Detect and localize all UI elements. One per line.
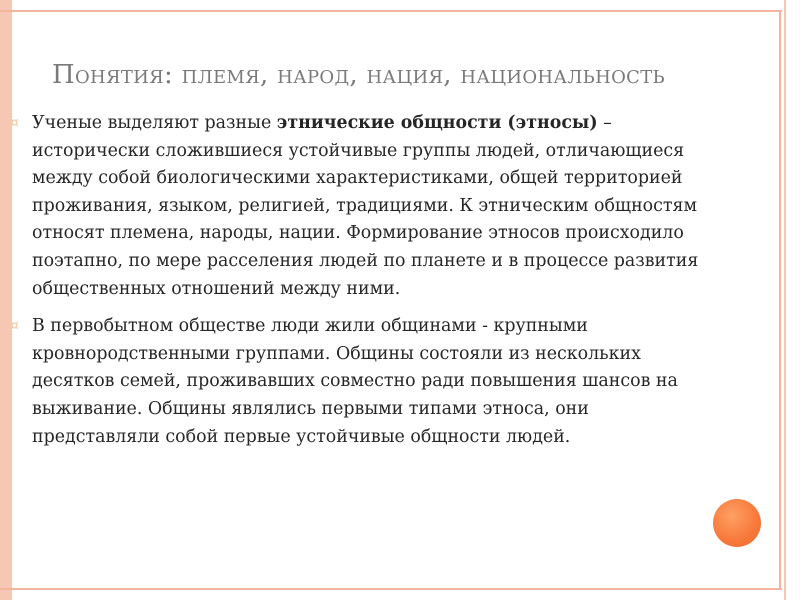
decorative-circle-icon [713,499,761,547]
bullet-icon: ¤ [10,318,19,335]
frame-top-line [0,10,782,12]
bullet-item [10,110,720,303]
bullet-item [10,313,720,451]
frame-right-line-inner [779,10,781,590]
bullet-text: В первобытном обществе люди жили общинами - крупными кровнородственными группами. Общины состояли из нескольких десятков семей, проживавших совместно ради повышения шансов на выживание. Общины являлись первыми типами этноса, они представляли собой первые устойчивые общности людей. [32,316,678,447]
frame-right-line-outer [784,0,786,600]
bullet-bold-term: этнические общности (этносы) [276,113,598,133]
slide-title: Понятия: племя, народ, нация, национальность [52,60,665,90]
bullet-text-part: Ученые выделяют разные [32,113,277,133]
bullet-icon: ¤ [10,115,19,131]
bullet-text-part: – исторически сложившиеся устойчивые группы людей, отличающиеся между собой биологическими характеристиками, общей территорией проживания, языком, религией, традициями. К этническим общностям относят племена, народы, нации. Формирование этносов происходило поэтапно, по мере расселения людей по планете и в процессе развития общественных отношений между ними. [32,113,699,299]
slide-content [10,110,720,461]
frame-bottom-line [0,588,782,590]
